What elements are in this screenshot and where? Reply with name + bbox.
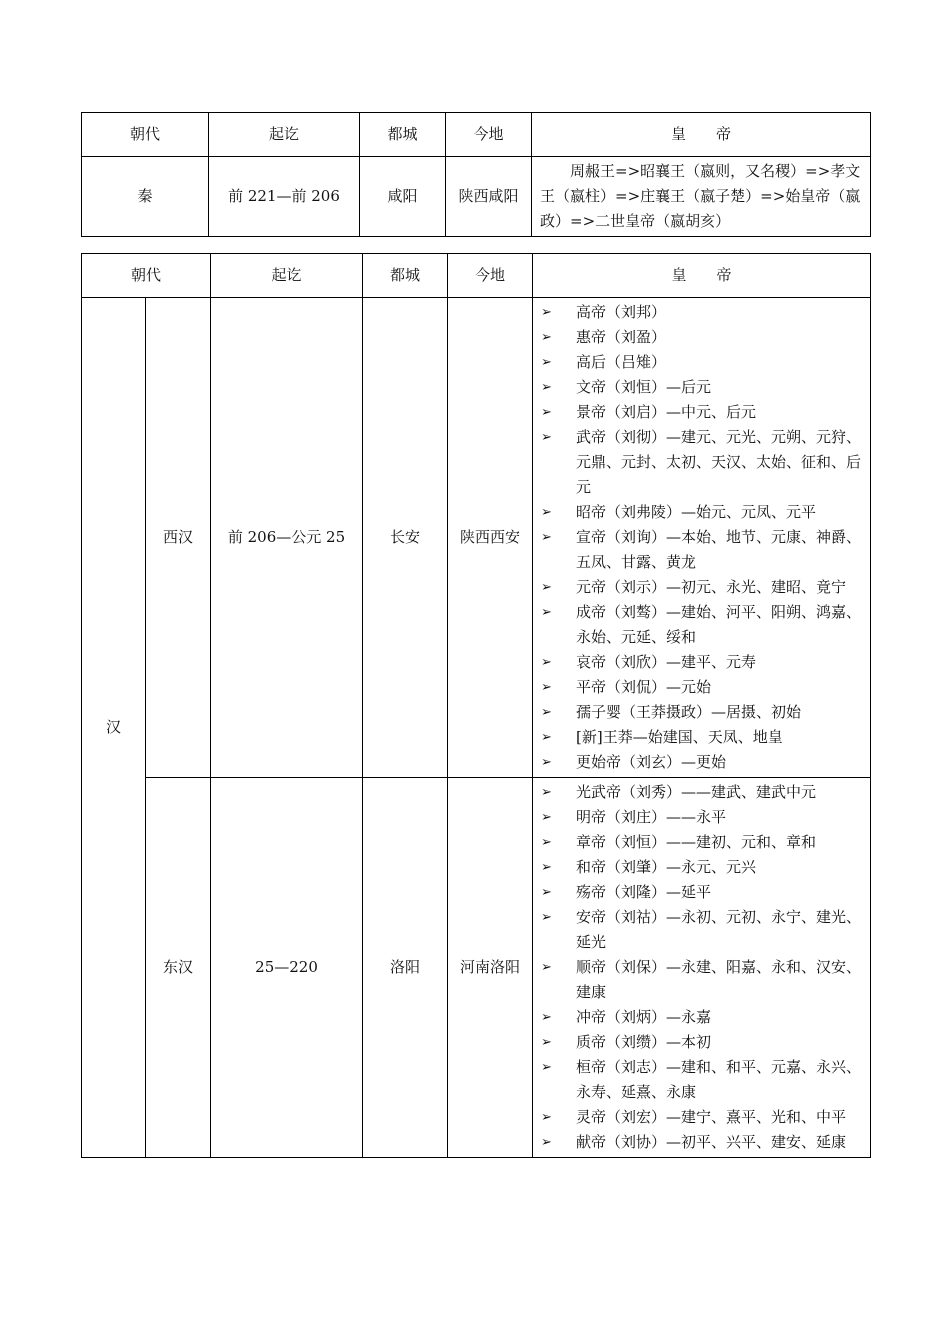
emperor-entry: 高帝（刘邦）	[576, 303, 667, 321]
western-han-row	[82, 298, 871, 778]
eastern-han-row	[82, 778, 871, 1158]
emperor-list-item	[539, 350, 862, 375]
emperor-list-item	[539, 750, 862, 775]
arrow-bullet-icon: ➢	[541, 755, 552, 770]
arrow-bullet-icon: ➢	[541, 580, 552, 595]
emperors-western-han	[533, 298, 871, 778]
emperor-entry: 灵帝（刘宏）—建宁、熹平、光和、中平	[576, 1108, 847, 1126]
arrow-bullet-icon: ➢	[541, 305, 552, 320]
header-period: 起讫	[209, 113, 360, 157]
period-western-han: 前 206—公元 25	[211, 298, 363, 778]
sub-dynasty-eastern-han: 东汉	[146, 778, 211, 1158]
han-dynasty-table	[81, 253, 871, 1158]
header-dynasty: 朝代	[82, 113, 209, 157]
capital-qin: 咸阳	[360, 157, 446, 237]
arrow-bullet-icon: ➢	[541, 605, 552, 620]
emperor-list-eastern-han	[539, 780, 862, 1155]
emperor-list-western-han	[539, 300, 862, 775]
emperor-entry: 顺帝（刘保）—永建、阳嘉、永和、汉安、建康	[576, 958, 862, 1001]
emperors-eastern-han	[533, 778, 871, 1158]
emperor-list-item	[539, 805, 862, 830]
arrow-bullet-icon: ➢	[541, 505, 552, 520]
emperor-list-item	[539, 780, 862, 805]
emperor-list-item	[539, 325, 862, 350]
emperor-list-item	[539, 1005, 862, 1030]
emperor-entry: 桓帝（刘志）—建和、和平、元嘉、永兴、永寿、延熹、永康	[576, 1058, 862, 1101]
arrow-bullet-icon: ➢	[541, 1110, 552, 1125]
emperor-entry: 景帝（刘启）—中元、后元	[576, 403, 757, 421]
emperor-entry: 光武帝（刘秀）——建武、建武中元	[576, 783, 817, 801]
emperor-entry: 成帝（刘骜）—建始、河平、阳朔、鸿嘉、永始、元延、绥和	[576, 603, 862, 646]
arrow-bullet-icon: ➢	[541, 835, 552, 850]
arrow-bullet-icon: ➢	[541, 405, 552, 420]
emperor-entry: 孺子婴（王莽摄政）—居摄、初始	[576, 703, 802, 721]
sub-dynasty-western-han: 西汉	[146, 298, 211, 778]
emperor-list-item	[539, 880, 862, 905]
emperor-list-item	[539, 905, 862, 955]
emperor-list-item	[539, 1055, 862, 1105]
arrow-bullet-icon: ➢	[541, 1010, 552, 1025]
arrow-bullet-icon: ➢	[541, 785, 552, 800]
header-modern-location: 今地	[448, 254, 533, 298]
arrow-bullet-icon: ➢	[541, 655, 552, 670]
capital-western-han: 长安	[363, 298, 448, 778]
emperor-list-item	[539, 855, 862, 880]
arrow-bullet-icon: ➢	[541, 1135, 552, 1150]
header-emperors: 皇 帝	[533, 254, 871, 298]
arrow-bullet-icon: ➢	[541, 885, 552, 900]
header-dynasty: 朝代	[82, 254, 211, 298]
emperor-list-item	[539, 300, 862, 325]
qin-header-row	[82, 113, 871, 157]
emperor-list-item	[539, 400, 862, 425]
emperor-entry: 冲帝（刘炳）—永嘉	[576, 1008, 712, 1026]
emperors-qin: 周赧王=>昭襄王（嬴则，又名稷）=>孝文王（嬴柱）=>庄襄王（嬴子楚）=>始皇帝（嬴政）=>二世皇帝（嬴胡亥）	[532, 157, 871, 237]
emperor-entry: 惠帝（刘盈）	[576, 328, 667, 346]
modern-location-qin: 陕西咸阳	[446, 157, 532, 237]
emperor-entry: 哀帝（刘欣）—建平、元寿	[576, 653, 757, 671]
arrow-bullet-icon: ➢	[541, 680, 552, 695]
arrow-bullet-icon: ➢	[541, 705, 552, 720]
capital-eastern-han: 洛阳	[363, 778, 448, 1158]
emperor-list-item	[539, 955, 862, 1005]
arrow-bullet-icon: ➢	[541, 860, 552, 875]
emperor-entry: 质帝（刘缵）—本初	[576, 1033, 712, 1051]
emperor-list-item	[539, 700, 862, 725]
header-capital: 都城	[363, 254, 448, 298]
emperor-entry: 武帝（刘彻）—建元、元光、元朔、元狩、元鼎、元封、太初、天汉、太始、征和、后元	[576, 428, 862, 496]
emperor-entry: 宣帝（刘询）—本始、地节、元康、神爵、五凤、甘露、黄龙	[576, 528, 862, 571]
arrow-bullet-icon: ➢	[541, 380, 552, 395]
emperor-entry: 明帝（刘庄）——永平	[576, 808, 727, 826]
arrow-bullet-icon: ➢	[541, 355, 552, 370]
emperor-list-item	[539, 525, 862, 575]
emperor-list-item	[539, 500, 862, 525]
emperor-entry: 殇帝（刘隆）—延平	[576, 883, 712, 901]
arrow-bullet-icon: ➢	[541, 960, 552, 975]
emperor-list-item	[539, 575, 862, 600]
arrow-bullet-icon: ➢	[541, 330, 552, 345]
emperor-entry: 更始帝（刘玄）—更始	[576, 753, 727, 771]
emperor-entry: 章帝（刘恒）——建初、元和、章和	[576, 833, 817, 851]
arrow-bullet-icon: ➢	[541, 1060, 552, 1075]
arrow-bullet-icon: ➢	[541, 910, 552, 925]
emperor-entry: 文帝（刘恒）—后元	[576, 378, 712, 396]
arrow-bullet-icon: ➢	[541, 1035, 552, 1050]
emperor-entry: 元帝（刘示）—初元、永光、建昭、竟宁	[576, 578, 847, 596]
emperor-entry: 平帝（刘侃）—元始	[576, 678, 712, 696]
emperor-list-item	[539, 600, 862, 650]
qin-row	[82, 157, 871, 237]
header-capital: 都城	[360, 113, 446, 157]
arrow-bullet-icon: ➢	[541, 810, 552, 825]
emperor-entry: 和帝（刘肇）—永元、元兴	[576, 858, 757, 876]
modern-location-eastern-han: 河南洛阳	[448, 778, 533, 1158]
arrow-bullet-icon: ➢	[541, 730, 552, 745]
period-eastern-han: 25—220	[211, 778, 363, 1158]
qin-dynasty-table	[81, 112, 871, 237]
period-qin: 前 221—前 206	[209, 157, 360, 237]
header-period: 起讫	[211, 254, 363, 298]
emperor-list-item	[539, 375, 862, 400]
emperor-list-item	[539, 675, 862, 700]
arrow-bullet-icon: ➢	[541, 430, 552, 445]
arrow-bullet-icon: ➢	[541, 530, 552, 545]
header-modern-location: 今地	[446, 113, 532, 157]
emperor-entry: 高后（吕雉）	[576, 353, 667, 371]
emperor-list-item	[539, 1105, 862, 1130]
dynasty-qin: 秦	[82, 157, 209, 237]
han-header-row	[82, 254, 871, 298]
emperor-list-item	[539, 830, 862, 855]
emperor-list-item	[539, 425, 862, 500]
emperor-list-item	[539, 1030, 862, 1055]
emperor-entry: [新]王莽—始建国、天凤、地皇	[576, 728, 783, 746]
emperor-list-item	[539, 725, 862, 750]
modern-location-western-han: 陕西西安	[448, 298, 533, 778]
emperor-entry: 昭帝（刘弗陵）—始元、元凤、元平	[576, 503, 817, 521]
emperor-list-item	[539, 1130, 862, 1155]
emperor-entry: 安帝（刘祜）—永初、元初、永宁、建光、延光	[576, 908, 862, 951]
header-emperors: 皇 帝	[532, 113, 871, 157]
emperor-list-item	[539, 650, 862, 675]
emperor-entry: 献帝（刘协）—初平、兴平、建安、延康	[576, 1133, 847, 1151]
dynasty-han: 汉	[82, 298, 146, 1158]
